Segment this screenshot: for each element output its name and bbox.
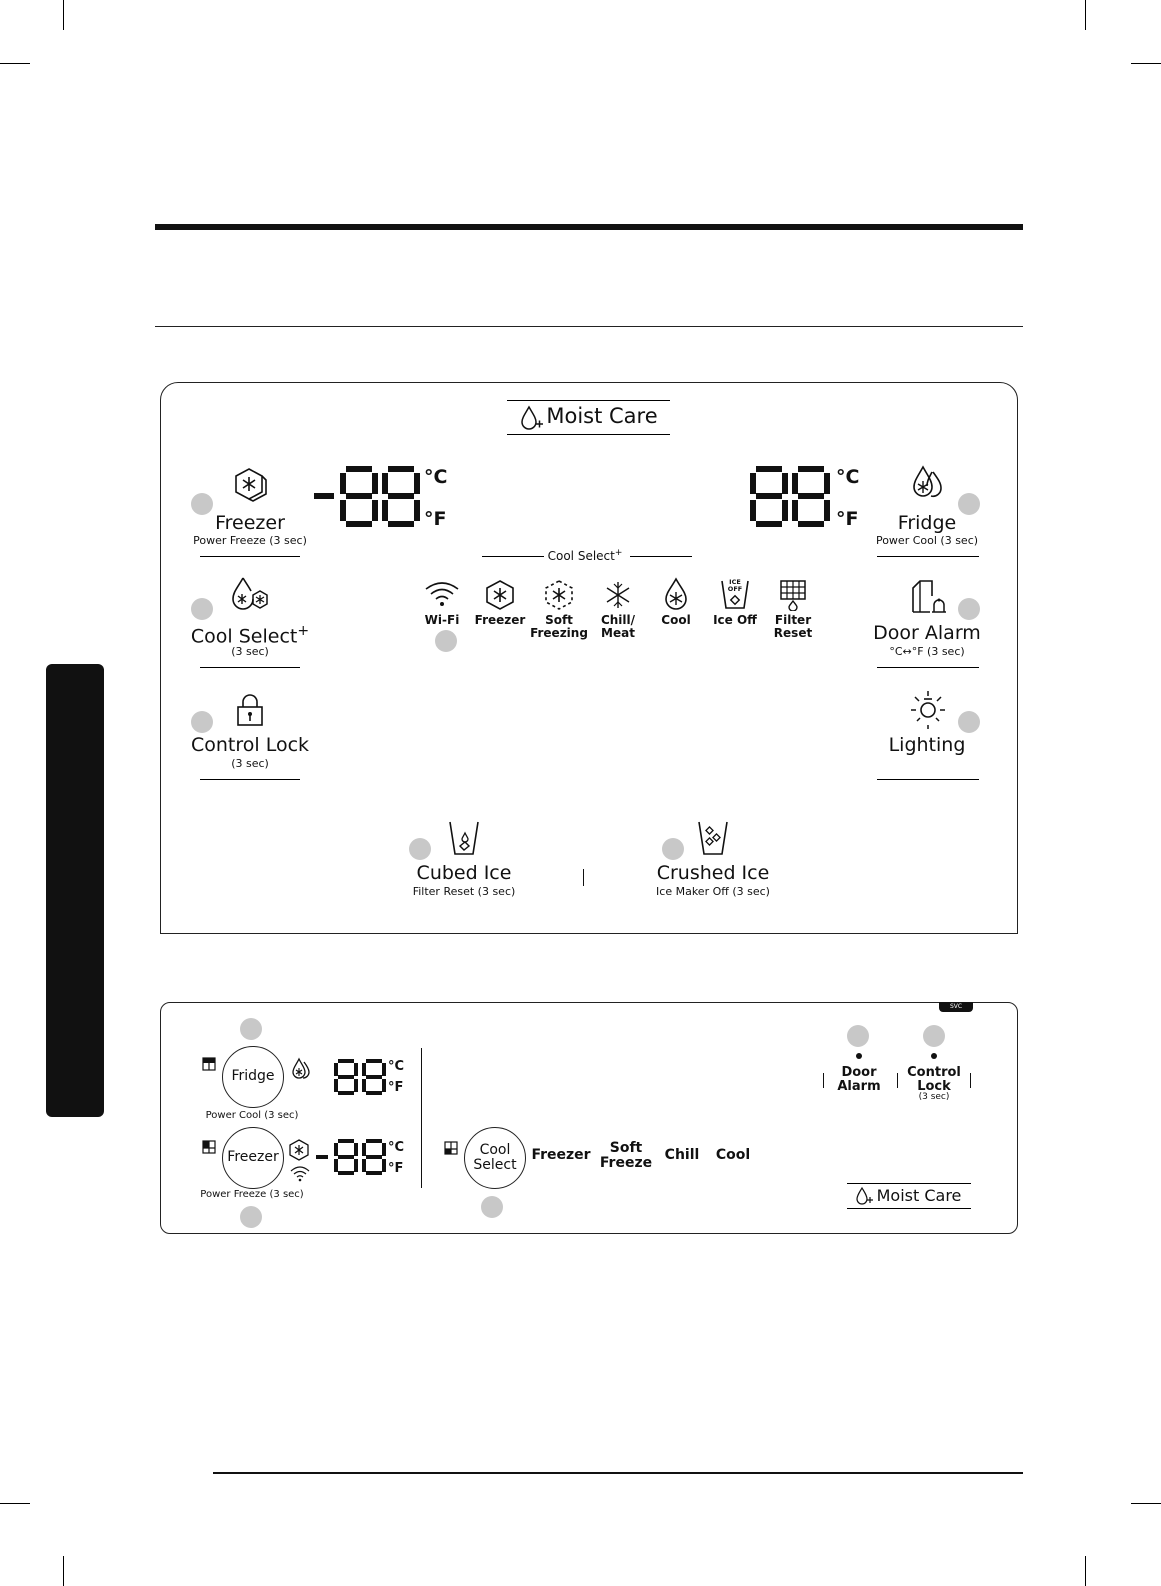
cool-select-button[interactable] [191, 624, 309, 647]
chill-meat-line2: Meat [601, 625, 635, 640]
freezer-sub: Power Freeze (3 sec) [193, 534, 307, 547]
crop-mark [63, 0, 64, 30]
freezer-compartment-icon [202, 1140, 216, 1154]
p2-control-lock-line1: Control [907, 1065, 961, 1080]
freezer-underline [200, 556, 300, 557]
callout-dot-p2-fridge [240, 1018, 262, 1040]
crop-mark [1131, 1503, 1161, 1504]
filter-reset-line1: Filter [774, 613, 812, 627]
p2-fridge-droplet-icon [290, 1057, 312, 1081]
moist-care-rule-bottom [507, 434, 670, 435]
door-alarm-underline [877, 667, 979, 668]
p2-freezer-unit-f: °F [388, 1161, 404, 1176]
ice-off-badge-line2: OFF [727, 584, 743, 593]
fridge-droplets-icon [909, 464, 945, 502]
soft-freezing-label [530, 614, 588, 639]
p2-fridge-sub: Power Cool (3 sec) [205, 1110, 299, 1121]
freezer-unit-f: °F [424, 508, 447, 530]
freezer-unit-c: °C [424, 466, 448, 488]
callout-dot-lighting [958, 711, 980, 733]
fridge-temp-display [728, 464, 838, 530]
p2-moist-care-droplet-icon [855, 1186, 875, 1206]
p2-freezer-snowflake-icon [288, 1139, 310, 1161]
p2-cool-select-line2: Select [473, 1157, 517, 1173]
control-lock-indicator [931, 1053, 937, 1059]
cool-select-underline [200, 667, 300, 668]
moist-care-droplet-icon [519, 404, 545, 432]
control-panel-main [160, 382, 1018, 934]
callout-dot-p2-door-alarm [847, 1025, 869, 1047]
soft-freezing-icon [543, 579, 575, 611]
lighting-icon [910, 691, 946, 729]
cool-select-label: Cool Select [190, 625, 298, 648]
lock-icon [235, 693, 265, 727]
cool-select-plus: + [297, 623, 310, 639]
callout-dot-cool-select [191, 598, 213, 620]
moist-care-label: Moist Care [546, 404, 658, 428]
fridge-compartment-icon [202, 1057, 216, 1071]
filter-reset-label [774, 614, 812, 639]
p2-fridge-unit-c: °C [388, 1059, 405, 1074]
crop-mark [1131, 63, 1161, 64]
ice-off-badge [727, 579, 743, 592]
cool-select-header-plus: + [614, 548, 623, 558]
wifi-label: Wi-Fi [424, 613, 460, 627]
p2-freezer-temp-display [316, 1138, 388, 1176]
ice-off-badge-line1: ICE [729, 578, 741, 586]
cubed-ice-icon [447, 819, 481, 857]
callout-dot-wifi [435, 630, 457, 652]
p2-sep-1 [823, 1073, 824, 1088]
p2-control-lock-button[interactable] [907, 1066, 961, 1103]
footer-rule [213, 1472, 1023, 1474]
control-lock-button[interactable]: Control Lock [190, 734, 310, 756]
p2-door-alarm-line2: Alarm [837, 1078, 881, 1094]
p2-wifi-icon [289, 1165, 311, 1183]
p2-cool-select-compartment-icon [444, 1141, 458, 1155]
freezer-mode-label: Freezer [474, 613, 526, 627]
callout-dot-fridge [958, 493, 980, 515]
fridge-underline [877, 556, 979, 557]
side-tab [46, 664, 104, 1117]
lighting-underline [877, 779, 979, 780]
fridge-unit-f: °F [836, 508, 859, 530]
cool-select-header [548, 549, 623, 563]
p2-freezer-button[interactable]: Freezer [222, 1127, 284, 1189]
p2-moist-care-rule-top [847, 1183, 971, 1184]
crop-mark [63, 1556, 64, 1586]
cool-select-sub: (3 sec) [231, 645, 269, 658]
svc-label: SVC [949, 1003, 963, 1010]
cool-select-rule-left [482, 556, 544, 557]
p2-fridge-temp-display [334, 1058, 388, 1096]
p2-sep-3 [970, 1073, 971, 1088]
callout-dot-freezer [191, 493, 213, 515]
callout-dot-p2-freezer [240, 1206, 262, 1228]
p2-fridge-button[interactable]: Fridge [222, 1046, 284, 1108]
chill-meat-line1: Chill/ [600, 613, 636, 627]
chill-meat-label [601, 614, 635, 639]
p2-door-alarm-line1: Door [841, 1065, 877, 1080]
lighting-button[interactable]: Lighting [888, 734, 966, 756]
p2-cool-select-line1: Cool [479, 1141, 511, 1158]
control-lock-underline [200, 779, 300, 780]
chill-meat-icon [602, 579, 634, 611]
p2-freezer-sub: Power Freeze (3 sec) [200, 1189, 304, 1200]
callout-dot-p2-cool-select [481, 1196, 503, 1218]
p2-soft-freeze-line2: Freeze [599, 1154, 653, 1171]
soft-freezing-line2: Freezing [530, 625, 588, 640]
cubed-ice-button[interactable]: Cubed Ice [416, 862, 512, 884]
p2-divider [421, 1048, 422, 1188]
cool-select-rule-right [630, 556, 692, 557]
p2-cool-mode: Cool [715, 1147, 751, 1163]
p2-moist-care-rule-bottom [847, 1208, 971, 1209]
fridge-button[interactable]: Fridge [897, 512, 957, 534]
callout-dot-door-alarm [958, 598, 980, 620]
p2-fridge-unit-f: °F [388, 1080, 404, 1095]
crushed-ice-button[interactable]: Crushed Ice [656, 862, 770, 884]
crop-mark [1085, 0, 1086, 30]
crop-mark [1085, 1556, 1086, 1586]
p2-chill-mode: Chill [664, 1147, 700, 1163]
crop-mark [0, 1503, 30, 1504]
p2-soft-freeze-mode [600, 1141, 652, 1170]
crushed-ice-icon [696, 819, 730, 857]
crushed-ice-sub: Ice Maker Off (3 sec) [656, 885, 770, 898]
callout-dot-control-lock [191, 711, 213, 733]
header-rule-thin [155, 326, 1023, 327]
wifi-icon [423, 580, 461, 608]
p2-control-lock-sub: (3 sec) [918, 1092, 950, 1103]
freezer-button[interactable]: Freezer [215, 512, 285, 534]
header-rule-thick [155, 224, 1023, 230]
p2-moist-care-label: Moist Care [876, 1186, 962, 1205]
callout-dot-p2-control-lock [923, 1025, 945, 1047]
filter-reset-icon [778, 579, 808, 611]
p2-cool-select-button[interactable] [464, 1127, 526, 1189]
freezer-temp-display [312, 464, 422, 530]
soft-freezing-line1: Soft [545, 613, 573, 627]
cool-mode-label: Cool [661, 613, 691, 627]
callout-dot-cubed-ice [409, 838, 431, 860]
door-alarm-indicator [856, 1053, 862, 1059]
fridge-unit-c: °C [836, 466, 860, 488]
p2-control-lock-line2: Lock [917, 1078, 951, 1094]
moist-care-rule-top [507, 400, 670, 401]
freezer-mode-icon [484, 579, 516, 611]
door-alarm-sub: °C↔°F (3 sec) [889, 645, 965, 658]
ice-off-label: Ice Off [713, 613, 757, 627]
cool-select-header-text: Cool Select [547, 549, 615, 563]
crop-mark [0, 63, 30, 64]
control-lock-sub: (3 sec) [231, 757, 269, 770]
cool-select-icon [229, 575, 271, 615]
cubed-ice-sub: Filter Reset (3 sec) [412, 885, 516, 898]
p2-freezer-unit-c: °C [388, 1140, 405, 1155]
door-alarm-icon [908, 578, 948, 616]
p2-freezer-mode: Freezer [531, 1147, 591, 1163]
cool-mode-icon [662, 577, 690, 611]
callout-dot-crushed-ice [662, 838, 684, 860]
p2-door-alarm-button[interactable] [837, 1066, 880, 1093]
ice-divider [583, 869, 584, 886]
fridge-sub: Power Cool (3 sec) [875, 534, 979, 547]
door-alarm-button[interactable]: Door Alarm [873, 622, 981, 644]
svc-tab [939, 1002, 973, 1012]
p2-soft-freeze-line1: Soft [609, 1140, 643, 1156]
p2-sep-2 [897, 1073, 898, 1088]
filter-reset-line2: Reset [773, 625, 813, 640]
freezer-snowflake-icon [231, 466, 269, 502]
